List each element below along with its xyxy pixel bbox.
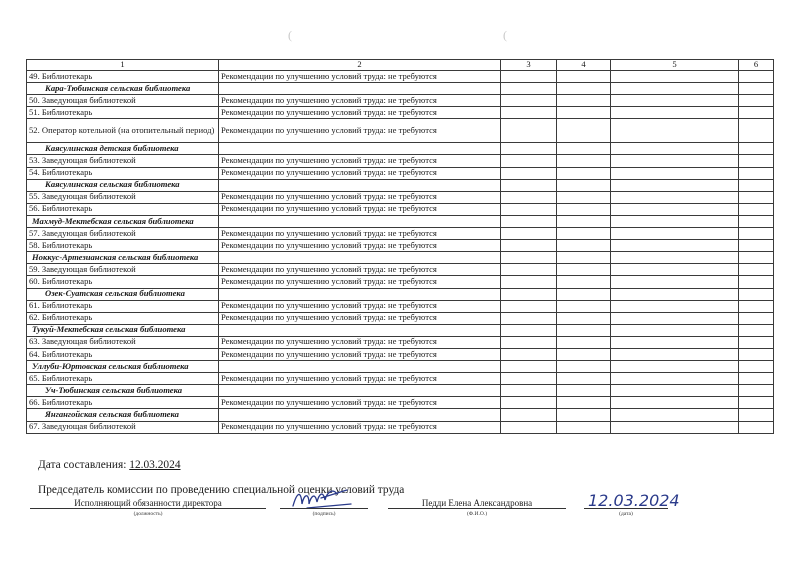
empty-cell xyxy=(611,203,739,215)
recommendation-cell: Рекомендации по улучшению условий труда: не требуются xyxy=(219,155,501,167)
empty-cell xyxy=(739,300,774,312)
table-row xyxy=(27,203,774,215)
empty-cell xyxy=(557,252,611,264)
empty-cell xyxy=(501,71,557,83)
empty-cell xyxy=(557,373,611,385)
group-row xyxy=(27,83,774,95)
empty-cell xyxy=(219,143,501,155)
empty-cell xyxy=(501,240,557,252)
empty-cell xyxy=(557,288,611,300)
position-cell: 62. Библиотекарь xyxy=(27,312,219,324)
empty-cell xyxy=(557,312,611,324)
empty-cell xyxy=(611,215,739,227)
empty-cell xyxy=(501,288,557,300)
empty-cell xyxy=(557,385,611,397)
recommendation-cell: Рекомендации по улучшению условий труда: не требуются xyxy=(219,119,501,143)
empty-cell xyxy=(739,409,774,421)
empty-cell xyxy=(739,228,774,240)
table-row xyxy=(27,276,774,288)
scan-artifact: ( xyxy=(503,28,507,42)
position-cell: 63. Заведующая библиотекой xyxy=(27,336,219,348)
recommendation-cell: Рекомендации по улучшению условий труда: не требуются xyxy=(219,276,501,288)
empty-cell xyxy=(739,252,774,264)
table-row xyxy=(27,348,774,360)
empty-cell xyxy=(739,119,774,143)
empty-cell xyxy=(557,215,611,227)
empty-cell xyxy=(739,167,774,179)
empty-cell xyxy=(501,252,557,264)
empty-cell xyxy=(611,95,739,107)
empty-cell xyxy=(611,119,739,143)
group-row xyxy=(27,324,774,336)
recommendation-cell: Рекомендации по улучшению условий труда: не требуются xyxy=(219,228,501,240)
table-header-row xyxy=(27,60,774,71)
empty-cell xyxy=(739,240,774,252)
date-value: 12.03.2024 xyxy=(129,459,181,471)
empty-cell xyxy=(501,83,557,95)
group-title: Уч-Тюбинская сельская библиотека xyxy=(27,385,219,397)
scan-artifact: ( xyxy=(288,28,292,42)
empty-cell xyxy=(501,203,557,215)
position-cell: 49. Библиотекарь xyxy=(27,71,219,83)
empty-cell xyxy=(501,421,557,433)
position-cell: 60. Библиотекарь xyxy=(27,276,219,288)
table-row xyxy=(27,119,774,143)
empty-cell xyxy=(501,300,557,312)
empty-cell xyxy=(611,240,739,252)
empty-cell xyxy=(501,312,557,324)
empty-cell xyxy=(611,300,739,312)
empty-cell xyxy=(501,348,557,360)
position-caption: (должность) xyxy=(133,511,163,517)
table-row xyxy=(27,240,774,252)
group-title: Янгангойская сельская библиотека xyxy=(27,409,219,421)
empty-cell xyxy=(611,397,739,409)
empty-cell xyxy=(739,215,774,227)
empty-cell xyxy=(501,95,557,107)
table-row xyxy=(27,228,774,240)
empty-cell xyxy=(611,312,739,324)
empty-cell xyxy=(739,324,774,336)
empty-cell xyxy=(501,167,557,179)
group-title: Кара-Тюбинская сельская библиотека xyxy=(27,83,219,95)
empty-cell xyxy=(739,348,774,360)
empty-cell xyxy=(557,336,611,348)
table-row xyxy=(27,191,774,203)
empty-cell xyxy=(611,167,739,179)
position-underline xyxy=(30,508,266,509)
date-label: Дата составления: xyxy=(38,459,127,471)
empty-cell xyxy=(501,155,557,167)
position-value: Исполняющий обязанности директора xyxy=(74,498,222,508)
empty-cell xyxy=(501,397,557,409)
recommendation-cell: Рекомендации по улучшению условий труда: не требуются xyxy=(219,95,501,107)
empty-cell xyxy=(611,373,739,385)
recommendation-cell: Рекомендации по улучшению условий труда: не требуются xyxy=(219,240,501,252)
recommendation-cell: Рекомендации по улучшению условий труда: не требуются xyxy=(219,203,501,215)
table-row xyxy=(27,373,774,385)
position-cell: 52. Оператор котельной (на отопительный период) xyxy=(27,119,219,143)
empty-cell xyxy=(557,397,611,409)
empty-cell xyxy=(611,421,739,433)
empty-cell xyxy=(557,300,611,312)
empty-cell xyxy=(739,155,774,167)
empty-cell xyxy=(611,348,739,360)
table-row xyxy=(27,95,774,107)
empty-cell xyxy=(501,119,557,143)
empty-cell xyxy=(611,385,739,397)
empty-cell xyxy=(739,143,774,155)
empty-cell xyxy=(611,191,739,203)
recommendation-cell: Рекомендации по улучшению условий труда: не требуются xyxy=(219,373,501,385)
table-row xyxy=(27,155,774,167)
group-title: Ноккус-Артезианская сельская библиотека xyxy=(27,252,219,264)
empty-cell xyxy=(557,83,611,95)
empty-cell xyxy=(501,373,557,385)
empty-cell xyxy=(739,95,774,107)
empty-cell xyxy=(219,252,501,264)
empty-cell xyxy=(501,336,557,348)
signature-image xyxy=(287,484,359,514)
empty-cell xyxy=(739,421,774,433)
column-header: 2 xyxy=(219,60,501,71)
empty-cell xyxy=(219,385,501,397)
group-title: Озек-Суатская сельская библиотека xyxy=(27,288,219,300)
position-cell: 58. Библиотекарь xyxy=(27,240,219,252)
empty-cell xyxy=(739,397,774,409)
position-cell: 53. Заведующая библиотекой xyxy=(27,155,219,167)
empty-cell xyxy=(739,288,774,300)
column-header: 1 xyxy=(27,60,219,71)
empty-cell xyxy=(557,361,611,373)
empty-cell xyxy=(557,95,611,107)
empty-cell xyxy=(739,203,774,215)
empty-cell xyxy=(611,336,739,348)
date-caption: (дата) xyxy=(619,511,633,517)
empty-cell xyxy=(501,264,557,276)
empty-cell xyxy=(557,155,611,167)
empty-cell xyxy=(611,252,739,264)
empty-cell xyxy=(557,324,611,336)
empty-cell xyxy=(611,107,739,119)
column-header: 4 xyxy=(557,60,611,71)
recommendation-cell: Рекомендации по улучшению условий труда: не требуются xyxy=(219,397,501,409)
empty-cell xyxy=(219,324,501,336)
empty-cell xyxy=(611,288,739,300)
handwritten-date: 12.03.2024 xyxy=(588,491,680,510)
group-row xyxy=(27,252,774,264)
table-row xyxy=(27,397,774,409)
group-title: Уллуби-Юртовская сельская библиотека xyxy=(27,361,219,373)
empty-cell xyxy=(557,191,611,203)
group-row xyxy=(27,288,774,300)
recommendation-cell: Рекомендации по улучшению условий труда: не требуются xyxy=(219,300,501,312)
recommendation-cell: Рекомендации по улучшению условий труда: не требуются xyxy=(219,71,501,83)
recommendations-table xyxy=(26,59,774,434)
empty-cell xyxy=(219,179,501,191)
empty-cell xyxy=(501,191,557,203)
empty-cell xyxy=(739,373,774,385)
empty-cell xyxy=(611,71,739,83)
empty-cell xyxy=(557,264,611,276)
empty-cell xyxy=(501,107,557,119)
recommendation-cell: Рекомендации по улучшению условий труда: не требуются xyxy=(219,348,501,360)
group-title: Тукуй-Мектебская сельская библиотека xyxy=(27,324,219,336)
position-cell: 57. Заведующая библиотекой xyxy=(27,228,219,240)
empty-cell xyxy=(739,107,774,119)
group-title: Каясулинская детская библиотека xyxy=(27,143,219,155)
empty-cell xyxy=(611,276,739,288)
empty-cell xyxy=(501,409,557,421)
empty-cell xyxy=(501,361,557,373)
empty-cell xyxy=(739,83,774,95)
position-cell: 51. Библиотекарь xyxy=(27,107,219,119)
empty-cell xyxy=(557,203,611,215)
column-header: 6 xyxy=(739,60,774,71)
column-header: 5 xyxy=(611,60,739,71)
table-row xyxy=(27,107,774,119)
empty-cell xyxy=(557,409,611,421)
empty-cell xyxy=(739,179,774,191)
empty-cell xyxy=(611,264,739,276)
empty-cell xyxy=(557,71,611,83)
empty-cell xyxy=(739,264,774,276)
empty-cell xyxy=(557,107,611,119)
date-line xyxy=(38,459,181,471)
group-row xyxy=(27,409,774,421)
position-cell: 64. Библиотекарь xyxy=(27,348,219,360)
group-title: Махмуд-Мектебская сельская библиотека xyxy=(27,215,219,227)
group-row xyxy=(27,361,774,373)
empty-cell xyxy=(611,409,739,421)
table-row xyxy=(27,421,774,433)
group-row xyxy=(27,179,774,191)
recommendation-cell: Рекомендации по улучшению условий труда: не требуются xyxy=(219,421,501,433)
group-title: Каясулинская сельская библиотека xyxy=(27,179,219,191)
position-cell: 61. Библиотекарь xyxy=(27,300,219,312)
recommendation-cell: Рекомендации по улучшению условий труда: не требуются xyxy=(219,191,501,203)
empty-cell xyxy=(557,179,611,191)
recommendation-cell: Рекомендации по улучшению условий труда: не требуются xyxy=(219,336,501,348)
name-value: Педди Елена Александровна xyxy=(421,498,533,508)
position-cell: 59. Заведующая библиотекой xyxy=(27,264,219,276)
recommendation-cell: Рекомендации по улучшению условий труда: не требуются xyxy=(219,312,501,324)
position-cell: 56. Библиотекарь xyxy=(27,203,219,215)
group-row xyxy=(27,215,774,227)
signature-underline xyxy=(280,508,368,509)
signature-caption: (подпись) xyxy=(312,511,336,517)
empty-cell xyxy=(611,143,739,155)
chairman-label: Председатель комиссии по проведению специальной оценки условий труда xyxy=(38,484,405,496)
position-cell: 54. Библиотекарь xyxy=(27,167,219,179)
empty-cell xyxy=(501,324,557,336)
empty-cell xyxy=(557,348,611,360)
position-cell: 55. Заведующая библиотекой xyxy=(27,191,219,203)
empty-cell xyxy=(219,361,501,373)
empty-cell xyxy=(501,228,557,240)
table-row xyxy=(27,312,774,324)
table-row xyxy=(27,336,774,348)
empty-cell xyxy=(611,155,739,167)
empty-cell xyxy=(611,179,739,191)
table-row xyxy=(27,71,774,83)
name-caption: (Ф.И.О.) xyxy=(466,511,488,517)
table-row xyxy=(27,167,774,179)
empty-cell xyxy=(611,361,739,373)
empty-cell xyxy=(501,215,557,227)
empty-cell xyxy=(739,361,774,373)
empty-cell xyxy=(501,385,557,397)
empty-cell xyxy=(557,421,611,433)
position-cell: 65. Библиотекарь xyxy=(27,373,219,385)
empty-cell xyxy=(557,228,611,240)
empty-cell xyxy=(739,276,774,288)
empty-cell xyxy=(739,312,774,324)
position-cell: 67. Заведующая библиотекой xyxy=(27,421,219,433)
group-row xyxy=(27,385,774,397)
empty-cell xyxy=(557,143,611,155)
empty-cell xyxy=(739,385,774,397)
empty-cell xyxy=(739,191,774,203)
name-underline xyxy=(388,508,566,509)
empty-cell xyxy=(219,83,501,95)
empty-cell xyxy=(501,179,557,191)
empty-cell xyxy=(557,240,611,252)
empty-cell xyxy=(219,288,501,300)
table-row xyxy=(27,300,774,312)
recommendation-cell: Рекомендации по улучшению условий труда: не требуются xyxy=(219,107,501,119)
empty-cell xyxy=(557,119,611,143)
empty-cell xyxy=(219,409,501,421)
date-underline xyxy=(584,508,668,509)
recommendation-cell: Рекомендации по улучшению условий труда: не требуются xyxy=(219,167,501,179)
empty-cell xyxy=(739,71,774,83)
empty-cell xyxy=(501,276,557,288)
empty-cell xyxy=(557,167,611,179)
empty-cell xyxy=(739,336,774,348)
table-row xyxy=(27,264,774,276)
position-cell: 66. Библиотекарь xyxy=(27,397,219,409)
column-header: 3 xyxy=(501,60,557,71)
empty-cell xyxy=(557,276,611,288)
group-row xyxy=(27,143,774,155)
empty-cell xyxy=(611,228,739,240)
recommendation-cell: Рекомендации по улучшению условий труда: не требуются xyxy=(219,264,501,276)
empty-cell xyxy=(611,324,739,336)
empty-cell xyxy=(219,215,501,227)
position-cell: 50. Заведующая библиотекой xyxy=(27,95,219,107)
empty-cell xyxy=(611,83,739,95)
empty-cell xyxy=(501,143,557,155)
